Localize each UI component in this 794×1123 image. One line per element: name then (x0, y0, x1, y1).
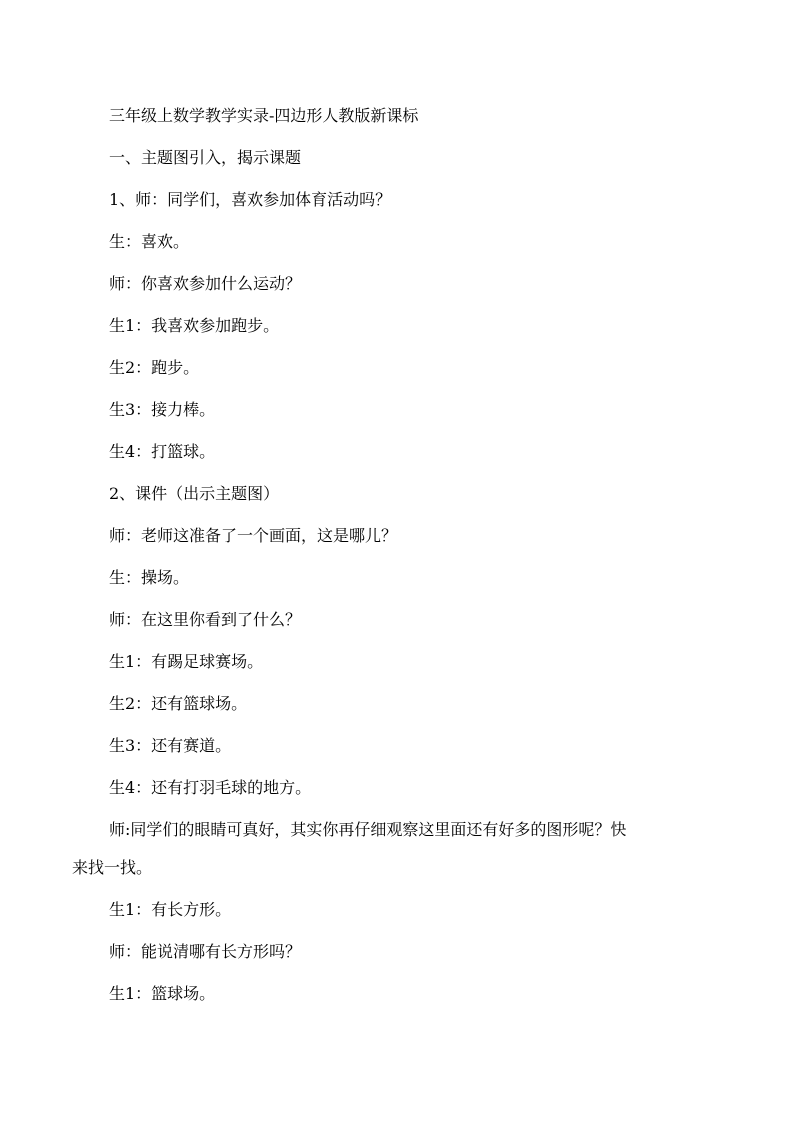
document-title: 三年级上数学教学实录-四边形人教版新课标 (109, 106, 419, 125)
dialogue-line: 生1：有踢足球赛场。 (109, 652, 264, 671)
dialogue-line: 生3：还有赛道。 (109, 736, 232, 755)
section-heading: 一、主题图引入，揭示课题 (109, 148, 302, 167)
dialogue-line: 生：喜欢。 (109, 232, 190, 251)
dialogue-line: 生4：还有打羽毛球的地方。 (109, 778, 312, 797)
dialogue-line: 生2：跑步。 (109, 358, 200, 377)
dialogue-line: 师：在这里你看到了什么？ (109, 610, 302, 629)
dialogue-line: 师：能说清哪有长方形吗？ (109, 942, 302, 961)
dialogue-line: 1、师：同学们，喜欢参加体育活动吗？ (109, 190, 392, 209)
dialogue-line: 师：老师这准备了一个画面，这是哪儿？ (109, 526, 398, 545)
dialogue-line: 生：操场。 (109, 568, 190, 587)
dialogue-line-continuation: 来找一找。 (72, 858, 153, 877)
dialogue-line: 生3：接力棒。 (109, 400, 216, 419)
dialogue-line: 生2：还有篮球场。 (109, 694, 248, 713)
dialogue-line: 师：你喜欢参加什么运动？ (109, 274, 302, 293)
dialogue-line: 生1：篮球场。 (109, 984, 216, 1003)
dialogue-line: 生1：有长方形。 (109, 900, 232, 919)
section-heading: 2、课件（出示主题图） (109, 484, 280, 503)
dialogue-line: 生1：我喜欢参加跑步。 (109, 316, 280, 335)
dialogue-line: 师:同学们的眼睛可真好，其实你再仔细观察这里面还有好多的图形呢？快 (109, 820, 627, 839)
dialogue-line: 生4：打篮球。 (109, 442, 216, 461)
